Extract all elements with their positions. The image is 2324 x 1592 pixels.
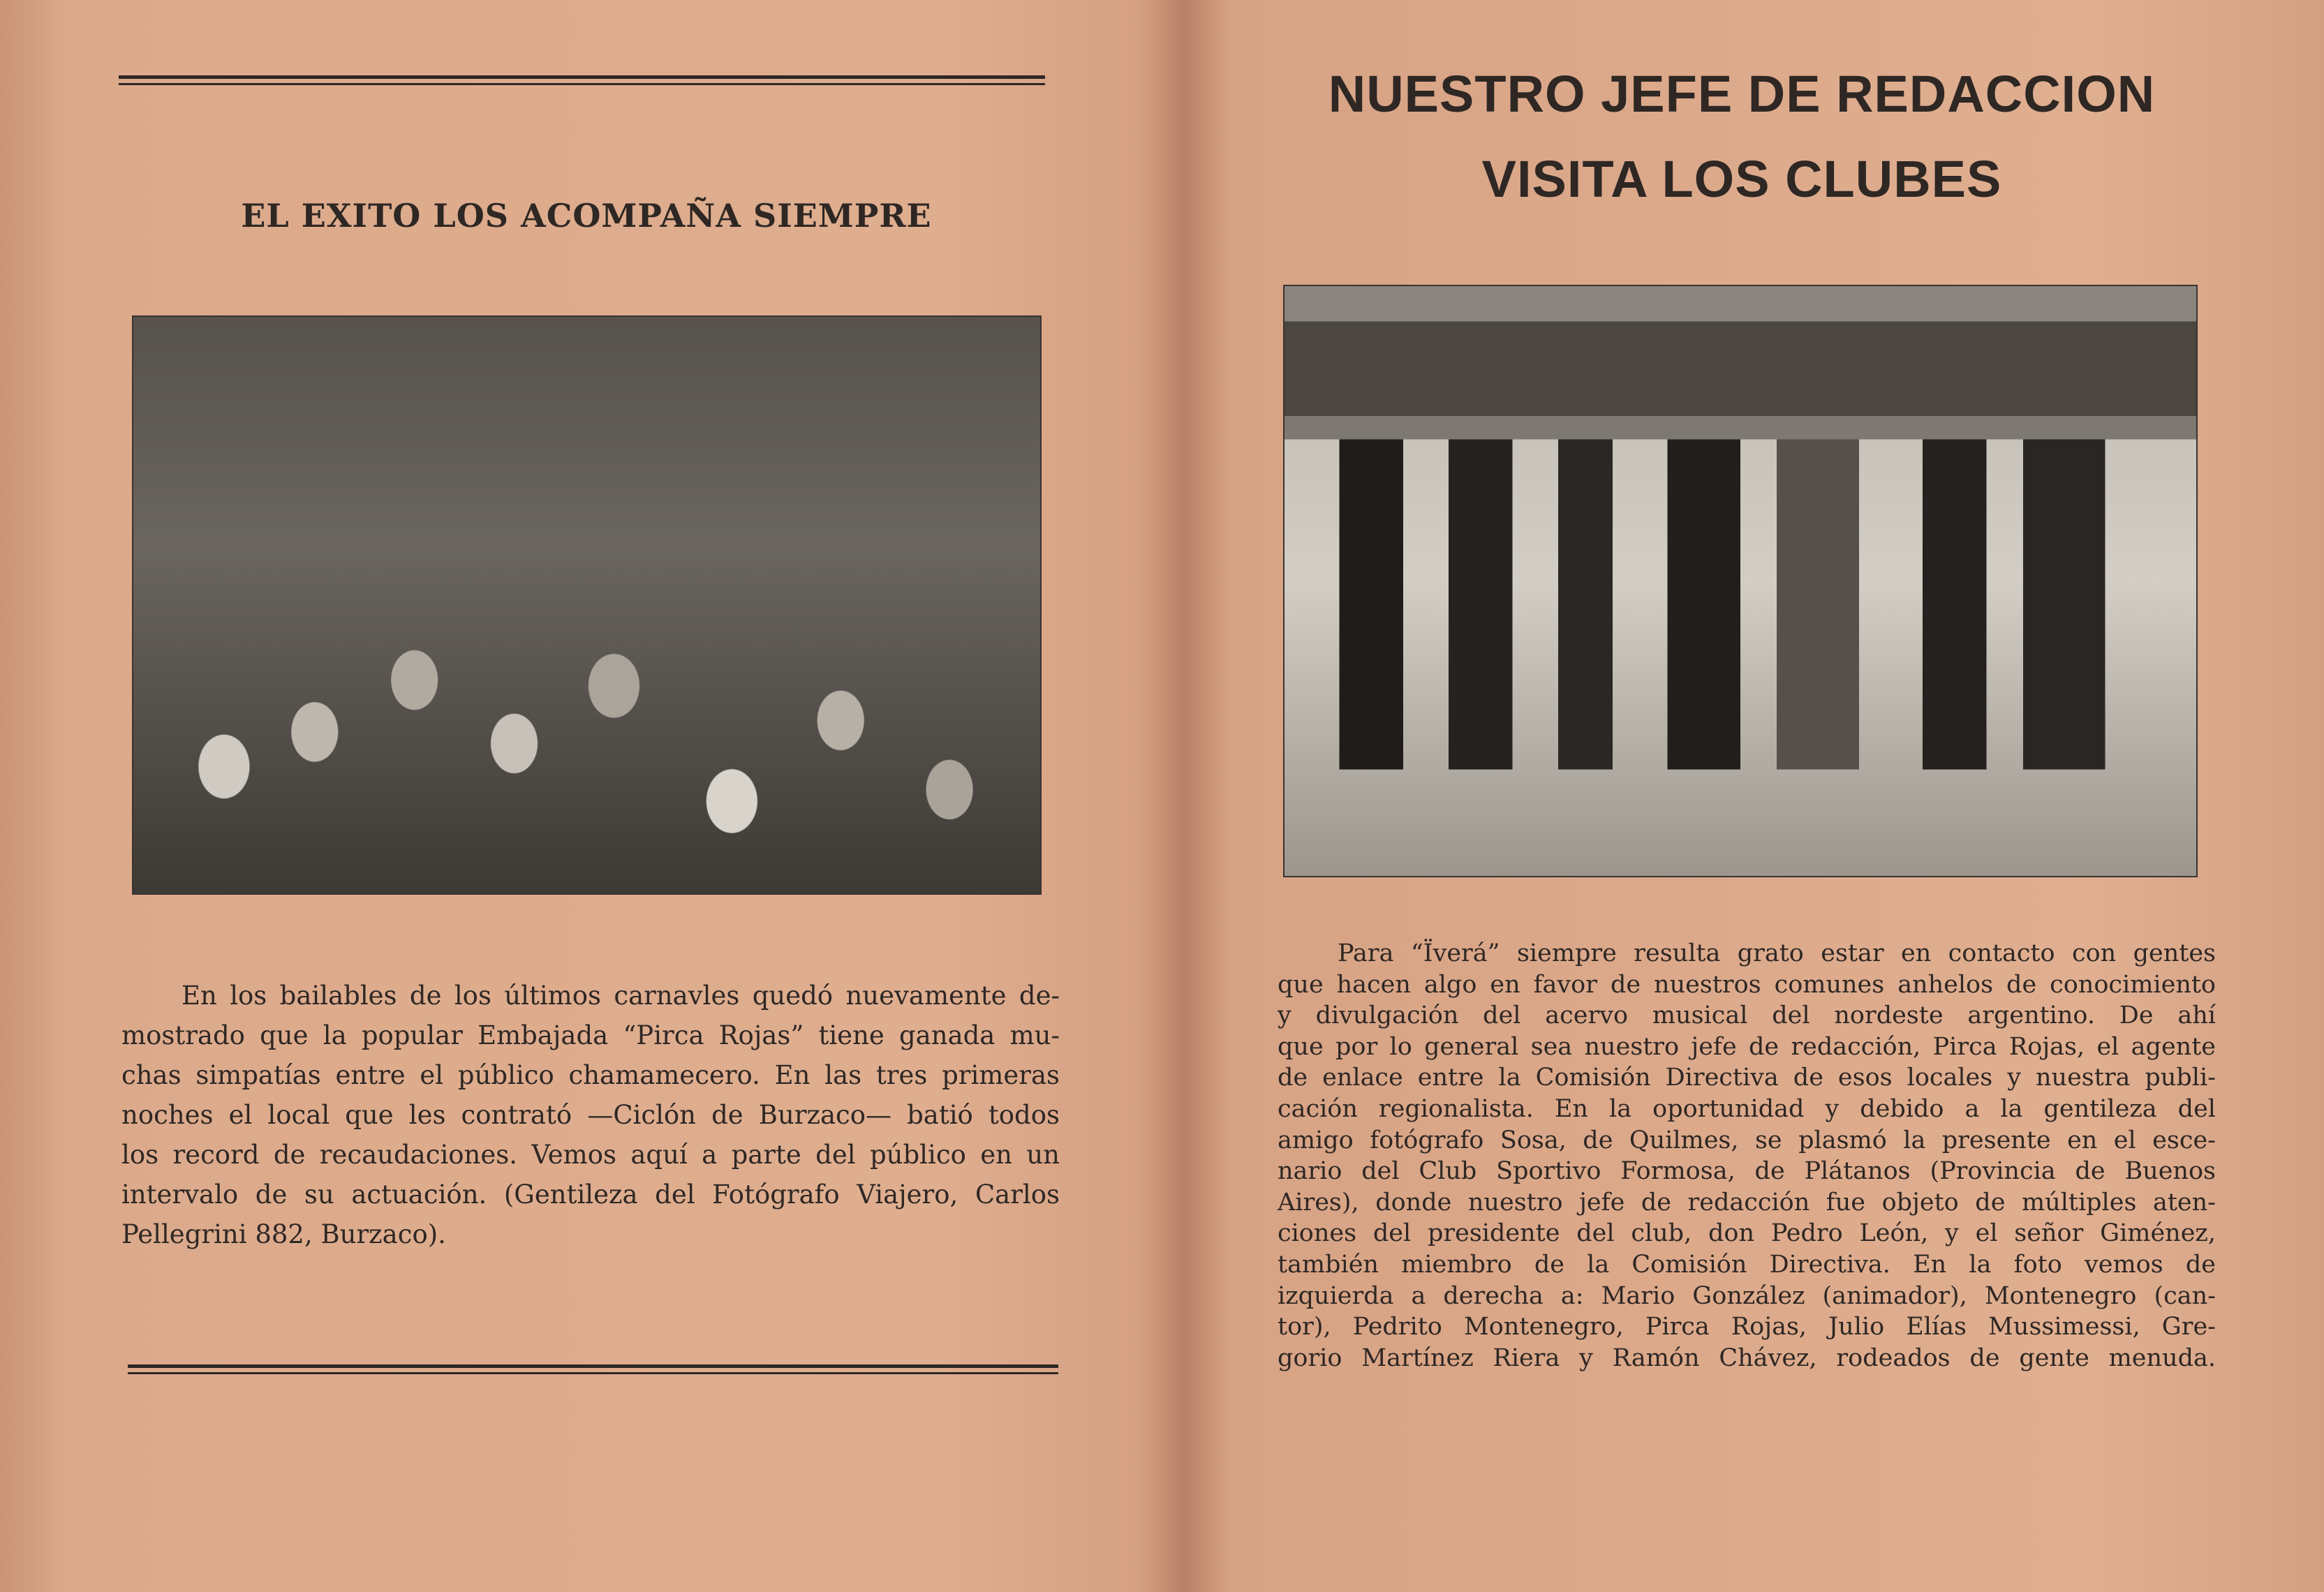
right-heading-line1: NUESTRO JEFE DE REDACCION [1328,65,2156,123]
body-line: gorio Martínez Riera y Ramón Chávez, rodeados de gente menuda. [1278,1344,2216,1372]
body-line: los record de recaudaciones. Vemos aquí a parte del público en un [121,1140,1060,1170]
body-line: que por lo general sea nuestro jefe de redacción, Pirca Rojas, el agente [1278,1032,2216,1061]
body-line: Aires), donde nuestro jefe de redacción fue objeto de múltiples aten- [1278,1188,2216,1217]
body-line: cación regionalista. En la oportunidad y debido a la gentileza del [1278,1094,2216,1123]
body-line: Pellegrini 882, Burzaco). [121,1219,446,1249]
body-line: también miembro de la Comisión Directiva. En la foto vemos de [1278,1250,2216,1279]
body-line: de enlace entre la Comisión Directiva de esos locales y nuestra publi- [1278,1064,2216,1092]
body-line: Para “Ïverá” siempre resulta grato estar en contacto con gentes [1338,939,2216,967]
body-line: noches el local que les contrató —Ciclón de Burzaco— batió todos [121,1100,1060,1130]
body-line: chas simpatías entre el público chamamecero. En las tres primeras [121,1060,1060,1090]
left-article-body [121,976,1060,1254]
left-heading: EL EXITO LOS ACOMPAÑA SIEMPRE [241,197,932,235]
body-line: nario del Club Sportivo Formosa, de Plátanos (Provincia de Buenos [1278,1157,2216,1186]
body-line: amigo fotógrafo Sosa, de Quilmes, se plasmó la presente en el esce- [1278,1126,2216,1154]
body-line: y divulgación del acervo musical del nordeste argentino. De ahí [1278,1002,2216,1030]
crowd-photo [132,315,1042,895]
body-line: intervalo de su actuación. (Gentileza del Fotógrafo Viajero, Carlos [121,1180,1060,1210]
body-line: ciones del presidente del club, don Pedro León, y el señor Giménez, [1278,1219,2216,1248]
right-article-body [1278,938,2216,1374]
top-double-rule [119,75,1045,85]
band-photo [1283,285,2198,877]
right-heading-line2: VISITA LOS CLUBES [1481,150,2002,208]
body-line: En los bailables de los últimos carnavles quedó nuevamente de- [182,981,1060,1011]
body-line: mostrado que la popular Embajada “Pirca Rojas” tiene ganada mu- [121,1020,1060,1050]
body-line: tor), Pedrito Montenegro, Pirca Rojas, Julio Elías Mussimessi, Gre- [1278,1313,2216,1341]
body-line: que hacen algo en favor de nuestros comunes anhelos de conocimiento [1278,970,2216,999]
bottom-double-rule [128,1364,1058,1374]
body-line: izquierda a derecha a: Mario González (animador), Montenegro (can- [1278,1281,2216,1310]
